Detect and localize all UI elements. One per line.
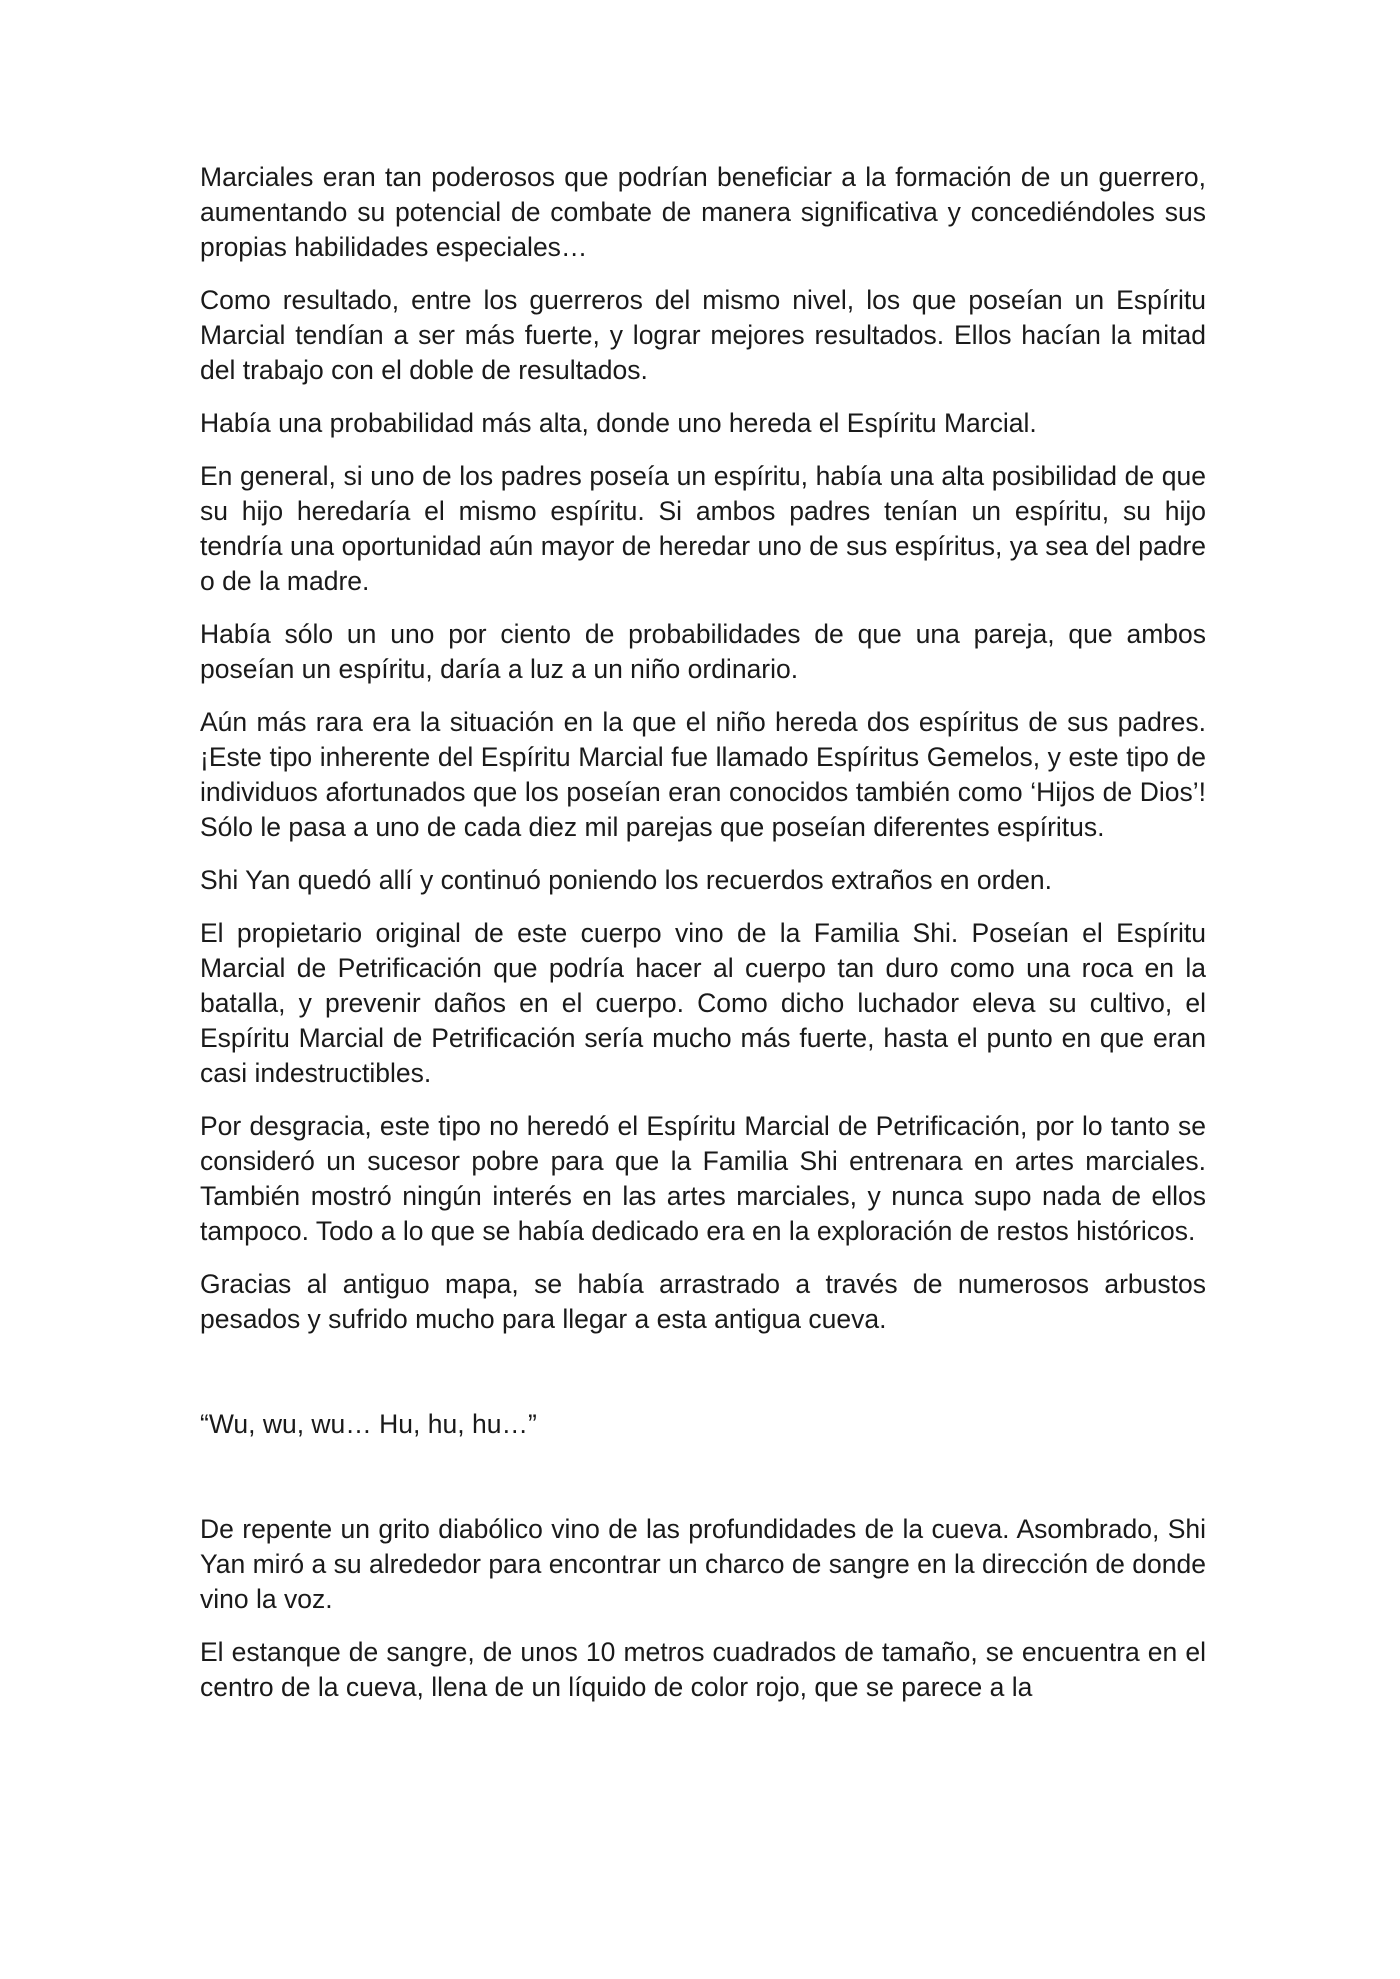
paragraph: Por desgracia, este tipo no heredó el Espíritu Marcial de Petrificación, por lo tanto se consideró un sucesor pobre para que la Familia Shi entrenara en artes marciales. También mostró ningún interés en las artes marciales, y nunca supo nada de ellos tampoco. Todo a lo que se había dedicado era en la exploración de restos históricos. <box>200 1111 1206 1246</box>
paragraph: Marciales eran tan poderosos que podrían beneficiar a la formación de un guerrero, aumentando su potencial de combate de manera significativa y concediéndoles sus propias habilidades especiales… <box>200 162 1206 262</box>
paragraph: Como resultado, entre los guerreros del mismo nivel, los que poseían un Espíritu Marcial tendían a ser más fuerte, y lograr mejores resultados. Ellos hacían la mitad del trabajo con el doble de resultados. <box>200 285 1206 385</box>
paragraph: El propietario original de este cuerpo vino de la Familia Shi. Poseían el Espíritu Marcial de Petrificación que podría hacer al cuerpo tan duro como una roca en la batalla, y prevenir daños en el cuerpo. Como dicho luchador eleva su cultivo, el Espíritu Marcial de Petrificación sería mucho más fuerte, hasta el punto en que eran casi indestructibles. <box>200 918 1206 1088</box>
document-page <box>200 160 1206 1723</box>
dialogue-line: “Wu, wu, wu… Hu, hu, hu…” <box>200 1409 537 1439</box>
paragraph: Había una probabilidad más alta, donde uno hereda el Espíritu Marcial. <box>200 408 1037 438</box>
paragraph: Gracias al antiguo mapa, se había arrastrado a través de numerosos arbustos pesados y sufrido mucho para llegar a esta antigua cueva. <box>200 1269 1206 1334</box>
paragraph: El estanque de sangre, de unos 10 metros cuadrados de tamaño, se encuentra en el centro de la cueva, llena de un líquido de color rojo, que se parece a la <box>200 1637 1206 1702</box>
paragraph: Aún más rara era la situación en la que el niño hereda dos espíritus de sus padres. ¡Este tipo inherente del Espíritu Marcial fue llamado Espíritus Gemelos, y este tipo de individuos afortunados que los poseían eran conocidos también como ‘Hijos de Dios’! Sólo le pasa a uno de cada diez mil parejas que poseían diferentes espíritus. <box>200 707 1206 842</box>
paragraph: Había sólo un uno por ciento de probabilidades de que una pareja, que ambos poseían un espíritu, daría a luz a un niño ordinario. <box>200 619 1206 684</box>
paragraph: De repente un grito diabólico vino de las profundidades de la cueva. Asombrado, Shi Yan miró a su alrededor para encontrar un charco de sangre en la dirección de donde vino la voz. <box>200 1514 1206 1614</box>
paragraph: Shi Yan quedó allí y continuó poniendo los recuerdos extraños en orden. <box>200 865 1053 895</box>
paragraph: En general, si uno de los padres poseía un espíritu, había una alta posibilidad de que su hijo heredaría el mismo espíritu. Si ambos padres tenían un espíritu, su hijo tendría una oportunidad aún mayor de heredar uno de sus espíritus, ya sea del padre o de la madre. <box>200 461 1206 596</box>
